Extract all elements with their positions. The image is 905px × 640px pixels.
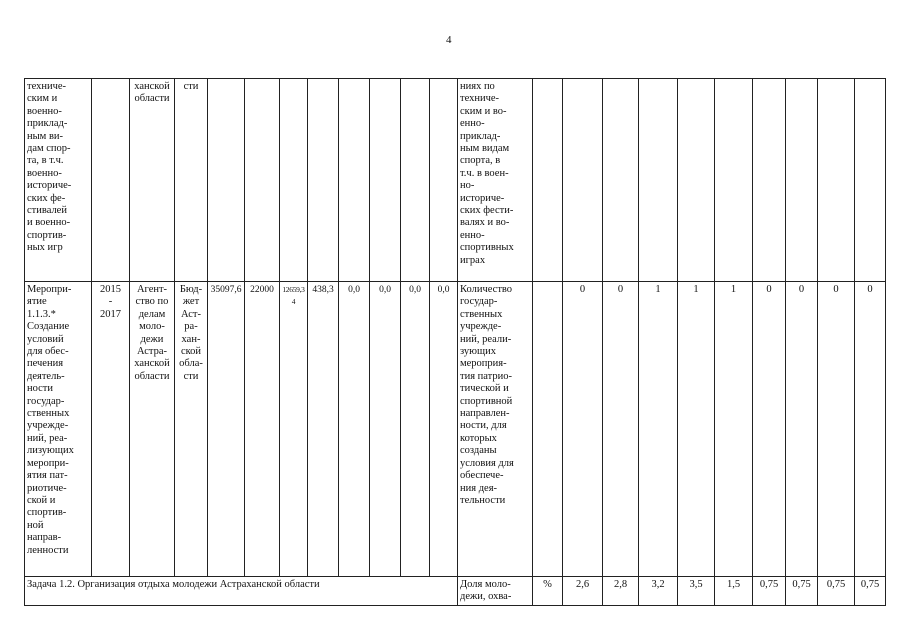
text-line: ятие	[27, 296, 47, 308]
value-cell: 0,75	[855, 577, 886, 606]
text-line: ской	[180, 346, 202, 358]
text-line: ственных	[27, 408, 70, 420]
text-line: ния дея-	[460, 482, 498, 494]
text-line: 2017	[100, 308, 121, 320]
text-line: ленности	[27, 544, 69, 556]
period-cell	[92, 79, 130, 282]
text-line: спортив-	[27, 229, 67, 241]
finance-cell	[245, 79, 280, 282]
text-line: та, в т.ч.	[27, 155, 64, 167]
finance-cell	[370, 79, 401, 282]
text-line: дежи, охва-	[460, 591, 512, 603]
text-line: спортив-	[27, 507, 67, 519]
finance-cell: 0,0	[370, 282, 401, 577]
text-line: 2015	[100, 284, 121, 295]
value-cell: 0,75	[786, 577, 818, 606]
text-line: Агент-	[136, 284, 168, 295]
value-cell: 0	[563, 282, 603, 577]
text-line: ских фе-	[27, 192, 66, 204]
text-line: ной	[27, 519, 44, 531]
text-line: меропри-	[27, 457, 69, 469]
finance-cell	[280, 79, 308, 282]
table-row	[25, 79, 905, 282]
value-cell: 1	[715, 282, 753, 577]
text-line: ханской	[134, 358, 170, 370]
text-line: но-	[460, 180, 475, 192]
text-line: хан-	[181, 333, 201, 345]
text-line: приклад-	[27, 118, 68, 130]
text-line: 1.1.3.*	[27, 308, 56, 320]
text-line: ханской	[134, 81, 170, 92]
text-line: историче-	[27, 180, 72, 192]
text-line: ности, для	[460, 420, 507, 432]
text-line: техниче-	[460, 93, 500, 105]
value-cell: 0	[603, 282, 639, 577]
text-line: военно-	[27, 105, 62, 117]
table-row	[25, 577, 905, 606]
indicator-cell	[458, 577, 533, 606]
text-line: мероприя-	[460, 358, 507, 370]
value-cell: 2,6	[563, 577, 603, 606]
unit-cell: %	[533, 577, 563, 606]
value-cell: 0	[786, 282, 818, 577]
text-line: Аст-	[180, 308, 202, 320]
value-cell: 0	[753, 282, 786, 577]
value-cell: 0,75	[753, 577, 786, 606]
page-number: 4	[446, 34, 452, 46]
value-cell	[563, 79, 603, 282]
text-line: Доля моло-	[460, 579, 511, 590]
text-line: тической и	[460, 383, 509, 395]
value-cell	[678, 79, 715, 282]
finance-cell	[430, 79, 458, 282]
text-line: учрежде-	[460, 321, 502, 333]
text-line: ра-	[184, 321, 198, 333]
text-lines	[27, 81, 89, 255]
value-cell: 0,75	[818, 577, 855, 606]
text-line: приклад-	[460, 130, 501, 142]
text-line: валях и во-	[460, 217, 510, 229]
program-table	[24, 78, 905, 606]
activity-name-cell	[25, 79, 92, 282]
unit-cell	[533, 79, 563, 282]
text-line: делам	[138, 308, 166, 320]
unit-cell	[533, 282, 563, 577]
text-line: ство по	[135, 296, 169, 308]
text-line: ным ви-	[27, 130, 64, 142]
value-cell: 1,5	[715, 577, 753, 606]
text-line: тия патрио-	[460, 370, 513, 382]
text-line: ятия пат-	[27, 470, 68, 482]
text-line: созданы	[460, 445, 497, 457]
budget-source-cell	[175, 282, 208, 577]
value-cell	[855, 79, 886, 282]
text-line: направлен-	[460, 408, 510, 420]
table-row	[25, 282, 905, 577]
text-line: Бюд-	[179, 284, 203, 295]
text-line: государ-	[460, 296, 498, 308]
text-line: т.ч. в воен-	[460, 167, 509, 179]
text-line: зующих	[460, 346, 496, 358]
value-cell	[818, 79, 855, 282]
text-line: историче-	[460, 192, 505, 204]
value-cell: 2,8	[603, 577, 639, 606]
text-line: направ-	[27, 532, 62, 544]
value-cell	[603, 79, 639, 282]
value-cell	[786, 79, 818, 282]
text-line: и военно-	[27, 217, 71, 229]
finance-cell: 0,0	[430, 282, 458, 577]
text-line: жет	[182, 296, 200, 308]
text-line: стивалей	[27, 205, 67, 217]
finance-cell	[308, 79, 339, 282]
text-line: сти	[183, 370, 199, 382]
text-line: ниях по	[460, 81, 495, 92]
text-line: лизующих	[27, 445, 74, 457]
text-line: ний, реа-	[27, 432, 68, 444]
text-line: военно-	[27, 167, 62, 179]
text-line: -	[108, 296, 113, 308]
finance-total-cell: 35097,6	[208, 282, 245, 577]
text-line: для обес-	[27, 346, 69, 358]
text-line: обла-	[179, 358, 203, 370]
agency-cell	[130, 282, 175, 577]
text-line: ских фести-	[460, 205, 514, 217]
value-cell	[753, 79, 786, 282]
text-line: дежи	[140, 333, 164, 345]
value-cell: 3,2	[639, 577, 678, 606]
period-cell	[92, 282, 130, 577]
text-line: ским и во-	[460, 105, 507, 117]
finance-cell	[401, 79, 430, 282]
text-line: риотиче-	[27, 482, 67, 494]
finance-cell: 0,0	[339, 282, 370, 577]
text-line: играх	[460, 254, 486, 266]
task-title-cell: Задача 1.2. Организация отдыха молодежи Астраханской области	[25, 577, 458, 606]
text-line: Создание	[27, 321, 70, 333]
text-line: тельности	[460, 494, 506, 506]
value-cell: 1	[639, 282, 678, 577]
text-line: ственных	[460, 308, 503, 320]
text-line: области	[134, 370, 170, 382]
value-cell: 0	[855, 282, 886, 577]
text-line: сти	[183, 81, 199, 92]
activity-name-cell	[25, 282, 92, 577]
value-cell: 3,5	[678, 577, 715, 606]
agency-cell	[130, 79, 175, 282]
indicator-cell	[458, 282, 533, 577]
finance-cell: 0,0	[401, 282, 430, 577]
text-line: государ-	[27, 395, 65, 407]
text-line: ским и	[27, 93, 58, 105]
text-line: спортивной	[460, 395, 513, 407]
value-cell	[639, 79, 678, 282]
text-line: ности	[27, 383, 53, 395]
text-line: енно-	[460, 229, 485, 241]
text-line: которых	[460, 432, 497, 444]
finance-cell	[208, 79, 245, 282]
text-line: условий	[27, 333, 64, 345]
text-line: енно-	[460, 118, 485, 130]
text-line: техниче-	[27, 81, 67, 92]
value-cell: 0	[818, 282, 855, 577]
text-line: обеспече-	[460, 470, 504, 482]
text-line: ным видам	[460, 143, 510, 155]
text-line: печения	[27, 358, 64, 370]
text-line: ных игр	[27, 242, 63, 254]
text-line: ской и	[27, 494, 56, 506]
text-line: дам спор-	[27, 143, 71, 155]
finance-cell: 438,3	[308, 282, 339, 577]
text-line: Меропри-	[27, 284, 72, 295]
text-line: Количество	[460, 284, 513, 295]
text-line: ний, реали-	[460, 333, 512, 345]
text-line: области	[134, 93, 170, 105]
finance-cell	[339, 79, 370, 282]
text-line: условия для	[460, 457, 514, 469]
value-cell: 1	[678, 282, 715, 577]
finance-cell: 12659,34	[280, 282, 308, 577]
finance-cell: 22000	[245, 282, 280, 577]
text-line: спортивных	[460, 242, 514, 254]
text-line: учрежде-	[27, 420, 69, 432]
value-cell	[715, 79, 753, 282]
budget-source-cell	[175, 79, 208, 282]
indicator-cell	[458, 79, 533, 282]
text-line: Астра-	[136, 346, 168, 358]
text-line: деятель-	[27, 370, 65, 382]
text-line: моло-	[139, 321, 165, 333]
text-line: спорта, в	[460, 155, 501, 167]
